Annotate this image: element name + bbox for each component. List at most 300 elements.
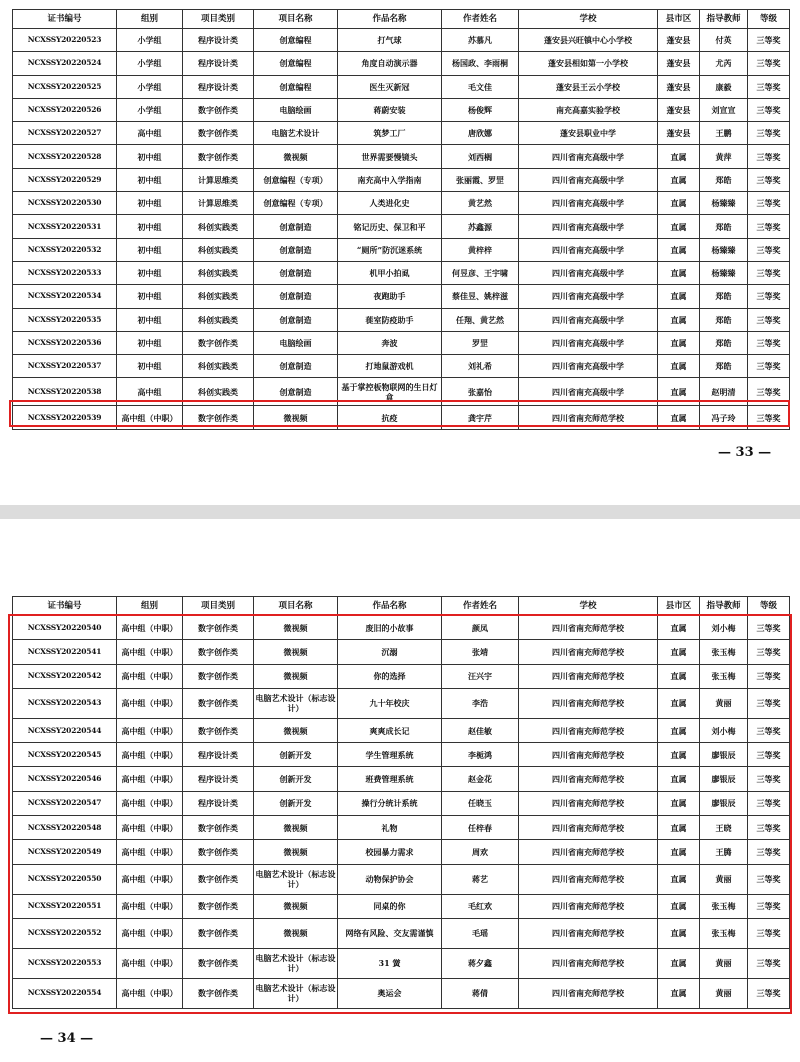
cell-level: 三等奖	[748, 75, 790, 98]
cell-project: 创新开发	[254, 791, 338, 815]
header-author: 作者姓名	[442, 10, 519, 29]
cell-school: 四川省南充师范学校	[519, 791, 658, 815]
cell-author: 任梓春	[442, 816, 519, 840]
table-row	[13, 52, 790, 75]
cell-project: 创意制造	[254, 238, 338, 261]
page-gap	[0, 505, 800, 519]
cell-cert: NCXSSY20220554	[13, 978, 117, 1008]
cell-teacher: 刘宣宣	[700, 98, 748, 121]
cell-category: 数字创作类	[183, 816, 254, 840]
cell-category: 数字创作类	[183, 688, 254, 718]
cell-county: 直属	[658, 406, 700, 429]
cell-county: 蓬安县	[658, 98, 700, 121]
cell-teacher: 杨臻臻	[700, 238, 748, 261]
cell-teacher: 王鹏	[700, 122, 748, 145]
cell-teacher: 张玉梅	[700, 640, 748, 664]
cell-teacher: 黄丽	[700, 864, 748, 894]
cell-work: 31 黉	[338, 948, 442, 978]
cell-category: 数字创作类	[183, 840, 254, 864]
table-row	[13, 978, 790, 1008]
cell-school: 四川省南充师范学校	[519, 864, 658, 894]
cell-level: 三等奖	[748, 894, 790, 918]
cell-author: 罗罡	[442, 331, 519, 354]
cell-project: 创意制造	[254, 308, 338, 331]
cell-project: 微视频	[254, 616, 338, 640]
cell-cert: NCXSSY20220536	[13, 331, 117, 354]
cell-work: 同桌的你	[338, 894, 442, 918]
cell-group: 高中组（中职）	[117, 918, 183, 948]
cell-author: 任晓玉	[442, 791, 519, 815]
cell-teacher: 郑皓	[700, 308, 748, 331]
cell-category: 数字创作类	[183, 918, 254, 948]
cell-project: 创新开发	[254, 767, 338, 791]
cell-project: 微视频	[254, 894, 338, 918]
cell-category: 科创实践类	[183, 355, 254, 378]
cell-level: 三等奖	[748, 688, 790, 718]
cell-author: 毛红欢	[442, 894, 519, 918]
cell-level: 三等奖	[748, 743, 790, 767]
cell-county: 直属	[658, 238, 700, 261]
document-page-34	[0, 519, 800, 1062]
cell-school: 四川省南充高级中学	[519, 331, 658, 354]
cell-category: 程序设计类	[183, 29, 254, 52]
cell-county: 直属	[658, 978, 700, 1008]
cell-school: 四川省南充师范学校	[519, 406, 658, 429]
cell-teacher: 张玉梅	[700, 664, 748, 688]
cell-category: 数字创作类	[183, 406, 254, 429]
cell-group: 小学组	[117, 75, 183, 98]
header-group: 组别	[117, 10, 183, 29]
award-table-page-34	[12, 596, 790, 1009]
cell-category: 科创实践类	[183, 215, 254, 238]
cell-group: 高中组（中职）	[117, 948, 183, 978]
cell-project: 微视频	[254, 664, 338, 688]
cell-project: 微视频	[254, 840, 338, 864]
cell-group: 高中组（中职）	[117, 840, 183, 864]
cell-project: 电脑艺术设计（标志设计）	[254, 948, 338, 978]
cell-county: 直属	[658, 948, 700, 978]
cell-level: 三等奖	[748, 791, 790, 815]
cell-level: 三等奖	[748, 145, 790, 168]
cell-work: 铭记历史、保卫和平	[338, 215, 442, 238]
cell-work: 基于掌控板物联网的生日灯盒	[338, 378, 442, 406]
cell-group: 小学组	[117, 52, 183, 75]
cell-work: 沉溺	[338, 640, 442, 664]
cell-group: 高中组（中职）	[117, 743, 183, 767]
cell-group: 高中组（中职）	[117, 978, 183, 1008]
table-row	[13, 75, 790, 98]
header-project: 项目名称	[254, 10, 338, 29]
cell-teacher: 王腾	[700, 840, 748, 864]
table-row	[13, 918, 790, 948]
cell-author: 黄梓梓	[442, 238, 519, 261]
header-school: 学校	[519, 10, 658, 29]
cell-work: 蒋蔚安装	[338, 98, 442, 121]
cell-category: 数字创作类	[183, 122, 254, 145]
table-row	[13, 767, 790, 791]
table-row	[13, 640, 790, 664]
cell-school: 蓬安县相如第一小学校	[519, 52, 658, 75]
cell-teacher: 张玉梅	[700, 918, 748, 948]
cell-author: 张靖	[442, 640, 519, 664]
cell-category: 程序设计类	[183, 791, 254, 815]
header-work: 作品名称	[338, 597, 442, 616]
table-row	[13, 122, 790, 145]
cell-work: 废旧的小故事	[338, 616, 442, 640]
cell-level: 三等奖	[748, 168, 790, 191]
cell-teacher: 杨臻臻	[700, 261, 748, 284]
cell-teacher: 冯子玲	[700, 406, 748, 429]
cell-level: 三等奖	[748, 948, 790, 978]
cell-project: 创意制造	[254, 261, 338, 284]
cell-work: 学生管理系统	[338, 743, 442, 767]
cell-group: 高中组（中职）	[117, 791, 183, 815]
cell-cert: NCXSSY20220523	[13, 29, 117, 52]
table-header-row	[13, 597, 790, 616]
header-level: 等级	[748, 597, 790, 616]
cell-county: 直属	[658, 840, 700, 864]
cell-county: 蓬安县	[658, 52, 700, 75]
cell-cert: NCXSSY20220551	[13, 894, 117, 918]
cell-work: 你的选择	[338, 664, 442, 688]
table-header-row	[13, 10, 790, 29]
cell-author: 张丽霞、罗罡	[442, 168, 519, 191]
cell-school: 四川省南充高级中学	[519, 261, 658, 284]
cell-level: 三等奖	[748, 406, 790, 429]
cell-work: 医生灭新冠	[338, 75, 442, 98]
table-row	[13, 308, 790, 331]
table-row	[13, 145, 790, 168]
table-row	[13, 791, 790, 815]
header-category: 项目类别	[183, 10, 254, 29]
header-author: 作者姓名	[442, 597, 519, 616]
cell-school: 四川省南充师范学校	[519, 840, 658, 864]
cell-group: 初中组	[117, 355, 183, 378]
cell-work: “厕所”防沉迷系统	[338, 238, 442, 261]
cell-cert: NCXSSY20220538	[13, 378, 117, 406]
cell-cert: NCXSSY20220546	[13, 767, 117, 791]
cell-author: 刘礼希	[442, 355, 519, 378]
cell-cert: NCXSSY20220545	[13, 743, 117, 767]
cell-county: 直属	[658, 688, 700, 718]
cell-level: 三等奖	[748, 918, 790, 948]
cell-category: 数字创作类	[183, 331, 254, 354]
header-county: 县市区	[658, 597, 700, 616]
cell-group: 高中组（中职）	[117, 688, 183, 718]
cell-cert: NCXSSY20220535	[13, 308, 117, 331]
cell-work: 奔波	[338, 331, 442, 354]
cell-school: 四川省南充师范学校	[519, 743, 658, 767]
cell-work: 机甲小拍虱	[338, 261, 442, 284]
cell-category: 数字创作类	[183, 616, 254, 640]
cell-teacher: 张玉梅	[700, 894, 748, 918]
award-table-page-33	[12, 9, 790, 430]
cell-author: 蒋夕鑫	[442, 948, 519, 978]
cell-author: 唐欣娜	[442, 122, 519, 145]
cell-category: 程序设计类	[183, 767, 254, 791]
cell-level: 三等奖	[748, 215, 790, 238]
cell-author: 李栀鸿	[442, 743, 519, 767]
table-row	[13, 894, 790, 918]
cell-cert: NCXSSY20220531	[13, 215, 117, 238]
cell-cert: NCXSSY20220549	[13, 840, 117, 864]
cell-teacher: 郑皓	[700, 215, 748, 238]
cell-teacher: 郑皓	[700, 355, 748, 378]
cell-group: 高中组（中职）	[117, 767, 183, 791]
cell-level: 三等奖	[748, 331, 790, 354]
cell-group: 高中组（中职）	[117, 718, 183, 742]
cell-author: 杨国政、李雨桐	[442, 52, 519, 75]
cell-county: 直属	[658, 355, 700, 378]
cell-cert: NCXSSY20220550	[13, 864, 117, 894]
cell-teacher: 黄丽	[700, 948, 748, 978]
cell-group: 高中组	[117, 378, 183, 406]
cell-author: 毛瑶	[442, 918, 519, 948]
cell-teacher: 郑皓	[700, 285, 748, 308]
cell-school: 四川省南充师范学校	[519, 640, 658, 664]
table-row	[13, 840, 790, 864]
cell-category: 计算思维类	[183, 168, 254, 191]
cell-level: 三等奖	[748, 816, 790, 840]
cell-cert: NCXSSY20220543	[13, 688, 117, 718]
cell-work: 爽爽成长记	[338, 718, 442, 742]
cell-cert: NCXSSY20220529	[13, 168, 117, 191]
cell-level: 三等奖	[748, 29, 790, 52]
header-cert: 证书编号	[13, 597, 117, 616]
cell-author: 黄艺然	[442, 192, 519, 215]
cell-project: 创意制造	[254, 215, 338, 238]
cell-group: 初中组	[117, 331, 183, 354]
cell-work: 抗疫	[338, 406, 442, 429]
cell-school: 南充高嘉实验学校	[519, 98, 658, 121]
cell-cert: NCXSSY20220537	[13, 355, 117, 378]
header-cert: 证书编号	[13, 10, 117, 29]
cell-group: 高中组（中职）	[117, 640, 183, 664]
cell-county: 直属	[658, 918, 700, 948]
cell-work: 操行分统计系统	[338, 791, 442, 815]
cell-project: 电脑艺术设计（标志设计）	[254, 864, 338, 894]
cell-work: 九十年校庆	[338, 688, 442, 718]
table-row	[13, 378, 790, 406]
cell-project: 创意制造	[254, 355, 338, 378]
cell-group: 初中组	[117, 215, 183, 238]
cell-category: 科创实践类	[183, 378, 254, 406]
cell-project: 创意制造	[254, 285, 338, 308]
cell-author: 蒋倩	[442, 978, 519, 1008]
header-teacher: 指导教师	[700, 10, 748, 29]
cell-project: 创新开发	[254, 743, 338, 767]
cell-category: 科创实践类	[183, 308, 254, 331]
table-row	[13, 816, 790, 840]
cell-county: 直属	[658, 816, 700, 840]
cell-level: 三等奖	[748, 285, 790, 308]
cell-category: 数字创作类	[183, 640, 254, 664]
cell-cert: NCXSSY20220540	[13, 616, 117, 640]
cell-project: 创意编程	[254, 52, 338, 75]
table-row	[13, 718, 790, 742]
cell-category: 数字创作类	[183, 894, 254, 918]
cell-project: 电脑绘画	[254, 98, 338, 121]
cell-county: 直属	[658, 261, 700, 284]
cell-project: 微视频	[254, 718, 338, 742]
cell-project: 创意编程	[254, 29, 338, 52]
cell-author: 李浩	[442, 688, 519, 718]
cell-group: 高中组（中职）	[117, 616, 183, 640]
cell-teacher: 郑皓	[700, 168, 748, 191]
cell-project: 微视频	[254, 406, 338, 429]
table-row	[13, 743, 790, 767]
cell-work: 动物保护协会	[338, 864, 442, 894]
cell-school: 四川省南充高级中学	[519, 355, 658, 378]
header-teacher: 指导教师	[700, 597, 748, 616]
cell-county: 直属	[658, 743, 700, 767]
cell-cert: NCXSSY20220534	[13, 285, 117, 308]
cell-author: 毛文佳	[442, 75, 519, 98]
cell-group: 小学组	[117, 29, 183, 52]
cell-project: 电脑绘画	[254, 331, 338, 354]
cell-work: 人类进化史	[338, 192, 442, 215]
table-row	[13, 948, 790, 978]
table-row	[13, 192, 790, 215]
cell-school: 四川省南充师范学校	[519, 616, 658, 640]
cell-work: 南充高中入学指南	[338, 168, 442, 191]
cell-category: 数字创作类	[183, 718, 254, 742]
cell-teacher: 刘小梅	[700, 718, 748, 742]
cell-county: 直属	[658, 331, 700, 354]
cell-school: 四川省南充师范学校	[519, 688, 658, 718]
cell-school: 四川省南充师范学校	[519, 767, 658, 791]
cell-project: 微视频	[254, 145, 338, 168]
cell-group: 初中组	[117, 261, 183, 284]
cell-author: 苏慕凡	[442, 29, 519, 52]
table-row	[13, 285, 790, 308]
cell-county: 直属	[658, 616, 700, 640]
cell-group: 高中组（中职）	[117, 816, 183, 840]
cell-project: 创意制造	[254, 378, 338, 406]
cell-level: 三等奖	[748, 718, 790, 742]
cell-school: 四川省南充师范学校	[519, 816, 658, 840]
cell-project: 微视频	[254, 640, 338, 664]
cell-county: 直属	[658, 378, 700, 406]
cell-author: 赵金花	[442, 767, 519, 791]
cell-category: 数字创作类	[183, 864, 254, 894]
cell-county: 直属	[658, 192, 700, 215]
cell-school: 蓬安县兴旺镇中心小学校	[519, 29, 658, 52]
cell-cert: NCXSSY20220533	[13, 261, 117, 284]
header-project: 项目名称	[254, 597, 338, 616]
cell-teacher: 黄萍	[700, 145, 748, 168]
cell-teacher: 王晓	[700, 816, 748, 840]
cell-group: 初中组	[117, 285, 183, 308]
cell-project: 电脑艺术设计（标志设计）	[254, 978, 338, 1008]
cell-cert: NCXSSY20220547	[13, 791, 117, 815]
cell-county: 直属	[658, 145, 700, 168]
cell-category: 科创实践类	[183, 238, 254, 261]
cell-school: 四川省南充师范学校	[519, 948, 658, 978]
cell-category: 数字创作类	[183, 664, 254, 688]
page-number: — 34 —	[40, 1031, 94, 1046]
cell-level: 三等奖	[748, 192, 790, 215]
cell-school: 蓬安县王云小学校	[519, 75, 658, 98]
cell-group: 小学组	[117, 98, 183, 121]
cell-category: 程序设计类	[183, 743, 254, 767]
cell-project: 微视频	[254, 918, 338, 948]
cell-work: 奥运会	[338, 978, 442, 1008]
cell-author: 杨俊辉	[442, 98, 519, 121]
cell-level: 三等奖	[748, 122, 790, 145]
cell-level: 三等奖	[748, 767, 790, 791]
cell-teacher: 尤芮	[700, 52, 748, 75]
cell-work: 网络有风险、交友需谨慎	[338, 918, 442, 948]
cell-county: 直属	[658, 168, 700, 191]
cell-county: 直属	[658, 308, 700, 331]
cell-cert: NCXSSY20220541	[13, 640, 117, 664]
cell-cert: NCXSSY20220548	[13, 816, 117, 840]
cell-group: 初中组	[117, 168, 183, 191]
cell-work: 蓰室防疫助手	[338, 308, 442, 331]
cell-category: 计算思维类	[183, 192, 254, 215]
table-row	[13, 406, 790, 429]
cell-author: 汪兴宇	[442, 664, 519, 688]
cell-school: 四川省南充师范学校	[519, 664, 658, 688]
cell-author: 何昱彦、王宇啸	[442, 261, 519, 284]
cell-author: 张嘉怡	[442, 378, 519, 406]
cell-cert: NCXSSY20220553	[13, 948, 117, 978]
cell-county: 直属	[658, 718, 700, 742]
cell-cert: NCXSSY20220527	[13, 122, 117, 145]
cell-school: 四川省南充师范学校	[519, 894, 658, 918]
cell-teacher: 廖银辰	[700, 767, 748, 791]
cell-cert: NCXSSY20220532	[13, 238, 117, 261]
cell-work: 校园暴力需求	[338, 840, 442, 864]
header-group: 组别	[117, 597, 183, 616]
cell-work: 打地鼠游戏机	[338, 355, 442, 378]
cell-county: 蓬安县	[658, 29, 700, 52]
cell-county: 直属	[658, 285, 700, 308]
header-work: 作品名称	[338, 10, 442, 29]
cell-teacher: 杨臻臻	[700, 192, 748, 215]
cell-category: 数字创作类	[183, 145, 254, 168]
cell-level: 三等奖	[748, 978, 790, 1008]
cell-project: 创意编程（专项）	[254, 168, 338, 191]
cell-school: 四川省南充高级中学	[519, 168, 658, 191]
cell-group: 初中组	[117, 145, 183, 168]
cell-teacher: 黄丽	[700, 688, 748, 718]
cell-cert: NCXSSY20220528	[13, 145, 117, 168]
table-row	[13, 261, 790, 284]
cell-school: 蓬安县职业中学	[519, 122, 658, 145]
cell-county: 直属	[658, 215, 700, 238]
table-row	[13, 664, 790, 688]
cell-category: 科创实践类	[183, 261, 254, 284]
cell-author: 苏鑫源	[442, 215, 519, 238]
cell-author: 龚宇芹	[442, 406, 519, 429]
table-row	[13, 616, 790, 640]
page-number: — 33 —	[718, 445, 772, 460]
cell-project: 创意编程（专项）	[254, 192, 338, 215]
cell-school: 四川省南充高级中学	[519, 285, 658, 308]
document-page-33	[0, 0, 800, 505]
cell-author: 周欢	[442, 840, 519, 864]
cell-project: 创意编程	[254, 75, 338, 98]
cell-county: 直属	[658, 640, 700, 664]
cell-author: 蒋艺	[442, 864, 519, 894]
cell-county: 直属	[658, 791, 700, 815]
cell-category: 数字创作类	[183, 978, 254, 1008]
cell-project: 电脑艺术设计	[254, 122, 338, 145]
cell-school: 四川省南充师范学校	[519, 718, 658, 742]
cell-school: 四川省南充高级中学	[519, 145, 658, 168]
